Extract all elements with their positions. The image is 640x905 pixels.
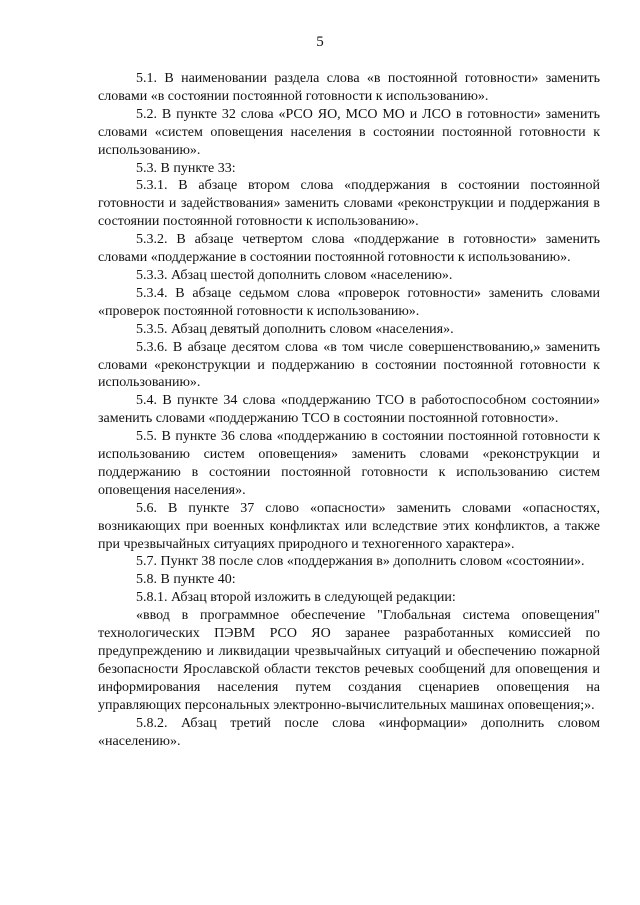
paragraph-5-3: 5.3. В пункте 33:	[136, 160, 236, 176]
document-body	[98, 70, 600, 750]
page-number: 5	[316, 34, 324, 50]
paragraph-5-4: 5.4. В пункте 34 слова «поддержанию ТСО в работоспособном состоянии» заменить словами «поддержанию ТСО в состоянии постоянной готовности».	[98, 393, 600, 427]
paragraph-5-8-2: 5.8.2. Абзац третий после слова «информации» дополнить словом «населению».	[98, 715, 600, 749]
paragraph-5-2: 5.2. В пункте 32 слова «РСО ЯО, МСО МО и ЛСО в готовности» заменить словами «систем оповещения населения в состоянии постоянной готовности к использованию».	[98, 106, 600, 158]
paragraph-5-3-6: 5.3.6. В абзаце десятом слова «в том числе совершенствованию,» заменить словами «реконструкции и поддержанию в состоянии постоянной готовности к использованию».	[98, 339, 600, 391]
paragraph-5-5: 5.5. В пункте 36 слова «поддержанию в состоянии постоянной готовности к использованию систем оповещения» заменить словами «реконструкции и поддержанию в состоянии постоянной готовности к использованию систем оповещения населения».	[98, 429, 600, 498]
paragraph-5-6: 5.6. В пункте 37 слово «опасности» заменить словами «опасностях, возникающих при военных конфликтах или вследствие этих конфликтов, а также при чрезвычайных ситуациях природного и техногенного характера».	[98, 500, 600, 552]
paragraph-5-3-1: 5.3.1. В абзаце втором слова «поддержания в состоянии постоянной готовности и задействования» заменить словами «реконструкции и поддержания в состоянии постоянной готовности к использованию».	[98, 178, 600, 230]
quoted-new-wording: «ввод в программное обеспечение "Глобальная система оповещения" технологических ПЭВМ РСО ЯО заранее разработанных комиссией по предупреждению и ликвидации чрезвычайных ситуаций и обеспечению пожарной безопасности Ярославской области текстов речевых сообщений для оповещения и информирования населения путем создания сценариев оповещения на управляющих персональных электронно-вычислительных машинах оповещения;».	[98, 608, 600, 713]
paragraph-5-3-5: 5.3.5. Абзац девятый дополнить словом «населения».	[136, 321, 454, 337]
paragraph-5-3-3: 5.3.3. Абзац шестой дополнить словом «населению».	[136, 267, 453, 283]
paragraph-5-3-4: 5.3.4. В абзаце седьмом слова «проверок готовности» заменить словами «проверок постоянной готовности к использованию».	[98, 285, 600, 319]
paragraph-5-1: 5.1. В наименовании раздела слова «в постоянной готовности» заменить словами «в состоянии постоянной готовности к использованию».	[98, 71, 600, 104]
paragraph-5-7: 5.7. Пункт 38 после слов «поддержания в» дополнить словом «состоянии».	[136, 554, 585, 570]
paragraph-5-8: 5.8. В пункте 40:	[136, 572, 236, 588]
paragraph-5-3-2: 5.3.2. В абзаце четвертом слова «поддержание в готовности» заменить словами «поддержание в состоянии постоянной готовности к использованию».	[98, 232, 600, 266]
paragraph-5-8-1: 5.8.1. Абзац второй изложить в следующей редакции:	[136, 590, 456, 606]
